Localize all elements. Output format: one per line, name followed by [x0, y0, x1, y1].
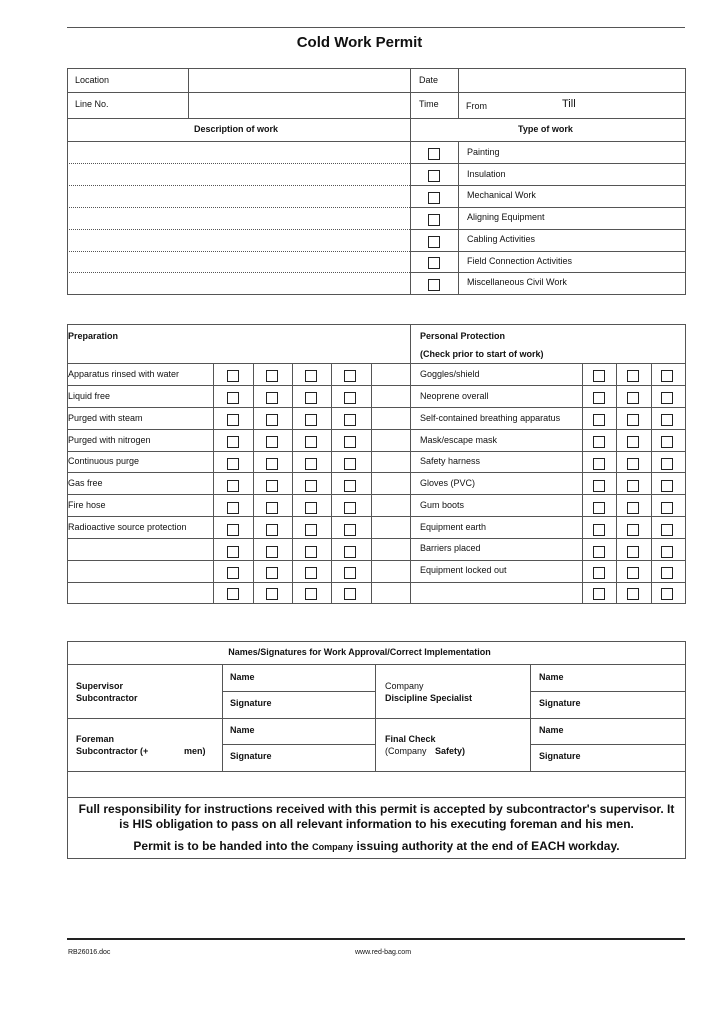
preparation-checkbox[interactable] [266, 567, 278, 579]
description-header: Description of work [194, 124, 279, 134]
foreman-name-label: Name [230, 725, 255, 735]
preparation-checkbox[interactable] [305, 502, 317, 514]
type-of-work-header: Type of work [518, 124, 573, 134]
protection-checkbox[interactable] [593, 458, 605, 470]
work-type-aligning-equipment: Aligning Equipment [467, 212, 545, 222]
protection-checkbox[interactable] [661, 414, 673, 426]
protection-item: Gum boots [420, 500, 465, 510]
final-check-label: Final Check [385, 734, 436, 744]
protection-checkbox[interactable] [593, 414, 605, 426]
notice-line-2: is HIS obligation to pass on all relevant information to his executing foreman and his men. [119, 817, 634, 831]
final-check-safety-label: Safety) [435, 746, 466, 756]
protection-item: Neoprene overall [420, 391, 489, 401]
preparation-checkbox[interactable] [227, 546, 239, 558]
preparation-checkbox[interactable] [266, 502, 278, 514]
preparation-checkbox[interactable] [266, 392, 278, 404]
protection-checkbox[interactable] [627, 588, 639, 600]
work-type-insulation: Insulation [467, 169, 506, 179]
notice-line-3 [68, 838, 685, 855]
preparation-checkbox[interactable] [227, 414, 239, 426]
preparation-checkbox[interactable] [227, 480, 239, 492]
protection-checkbox[interactable] [627, 392, 639, 404]
protection-checkbox[interactable] [593, 546, 605, 558]
preparation-checkbox[interactable] [344, 370, 356, 382]
preparation-checkbox[interactable] [305, 546, 317, 558]
preparation-checkbox[interactable] [344, 392, 356, 404]
protection-checkbox[interactable] [593, 392, 605, 404]
preparation-checkbox[interactable] [227, 392, 239, 404]
protection-checkbox[interactable] [627, 458, 639, 470]
preparation-checkbox[interactable] [227, 370, 239, 382]
preparation-item: Fire hose [68, 500, 106, 510]
preparation-header: Preparation [68, 331, 119, 341]
preparation-checkbox[interactable] [344, 436, 356, 448]
preparation-checkbox[interactable] [344, 502, 356, 514]
preparation-checkbox[interactable] [344, 567, 356, 579]
date-label: Date [419, 75, 439, 85]
preparation-checkbox[interactable] [305, 392, 317, 404]
notice-line-3-end: issuing authority at the end of EACH workday. [356, 839, 620, 853]
preparation-checkbox[interactable] [227, 458, 239, 470]
protection-item: Gloves (PVC) [420, 478, 476, 488]
protection-checkbox[interactable] [593, 588, 605, 600]
preparation-checkbox[interactable] [227, 524, 239, 536]
company-label: Company [385, 681, 424, 691]
supervisor-label: Supervisor [76, 681, 124, 691]
time-label: Time [419, 99, 439, 109]
work-type-cabling-activities: Cabling Activities [467, 234, 536, 244]
protection-checkbox[interactable] [661, 436, 673, 448]
protection-item: Goggles/shield [420, 369, 480, 379]
from-label: From [466, 101, 487, 111]
protection-checkbox[interactable] [661, 480, 673, 492]
preparation-item: Purged with nitrogen [68, 435, 151, 445]
preparation-checkbox[interactable] [266, 370, 278, 382]
line-no-field[interactable] [190, 94, 408, 117]
protection-checkbox[interactable] [661, 524, 673, 536]
foreman-men-label: men) [184, 746, 206, 756]
protection-item: Self-contained breathing apparatus [420, 413, 561, 423]
supervisor-name-label: Name [230, 672, 255, 682]
work-type-misc-civil-work: Miscellaneous Civil Work [467, 277, 567, 287]
protection-item: Barriers placed [420, 543, 481, 553]
preparation-checkbox[interactable] [266, 436, 278, 448]
protection-item: Equipment locked out [420, 565, 507, 575]
preparation-checkbox[interactable] [305, 480, 317, 492]
protection-checkbox[interactable] [661, 567, 673, 579]
protection-checkbox[interactable] [627, 567, 639, 579]
protection-checkbox[interactable] [661, 392, 673, 404]
description-of-work-field[interactable] [69, 143, 408, 293]
till-label: Till [562, 98, 576, 110]
preparation-checkbox[interactable] [305, 567, 317, 579]
page-title: Cold Work Permit [296, 34, 423, 51]
date-field[interactable] [460, 70, 684, 91]
notice-line-3-start: Permit is to be handed into the [133, 839, 309, 853]
preparation-checkbox[interactable] [305, 458, 317, 470]
notice-company: Company [312, 842, 354, 852]
preparation-checkbox[interactable] [227, 436, 239, 448]
top-rule [67, 27, 685, 28]
protection-checkbox[interactable] [627, 480, 639, 492]
supervisor-signature-label: Signature [230, 698, 272, 708]
protection-checkbox[interactable] [661, 588, 673, 600]
checkbox-field-connection[interactable] [428, 257, 440, 269]
preparation-item: Liquid free [68, 391, 111, 401]
location-field[interactable] [190, 70, 408, 91]
preparation-checkbox[interactable] [266, 414, 278, 426]
preparation-checkbox[interactable] [344, 546, 356, 558]
preparation-checkbox[interactable] [266, 524, 278, 536]
bottom-rule [67, 938, 685, 940]
protection-checkbox[interactable] [593, 436, 605, 448]
work-type-mechanical-work: Mechanical Work [467, 190, 536, 200]
work-type-painting: Painting [467, 147, 500, 157]
preparation-checkbox[interactable] [344, 480, 356, 492]
protection-checkbox[interactable] [593, 502, 605, 514]
preparation-checkbox[interactable] [305, 436, 317, 448]
checkbox-misc-civil-work[interactable] [428, 279, 440, 291]
preparation-item: Continuous purge [68, 456, 140, 466]
protection-checkbox[interactable] [593, 370, 605, 382]
protection-checkbox[interactable] [627, 546, 639, 558]
preparation-checkbox[interactable] [305, 588, 317, 600]
preparation-item: Radioactive source protection [68, 522, 187, 532]
checkbox-aligning-equipment[interactable] [428, 214, 440, 226]
protection-checkbox[interactable] [593, 524, 605, 536]
foreman-signature-label: Signature [230, 751, 272, 761]
protection-item: Mask/escape mask [420, 435, 498, 445]
foreman-label: Foreman [76, 734, 115, 744]
preparation-item: Purged with steam [68, 413, 143, 423]
protection-checkbox[interactable] [661, 370, 673, 382]
protection-header: Personal Protection [420, 331, 506, 341]
checkbox-cabling-activities[interactable] [428, 236, 440, 248]
preparation-checkbox[interactable] [266, 480, 278, 492]
checkbox-painting[interactable] [428, 148, 440, 160]
preparation-checkbox[interactable] [227, 588, 239, 600]
protection-checkbox[interactable] [593, 480, 605, 492]
specialist-name-label: Name [539, 672, 564, 682]
preparation-checkbox[interactable] [305, 370, 317, 382]
protection-checkbox[interactable] [661, 502, 673, 514]
signatures-header: Names/Signatures for Work Approval/Correct Implementation [228, 647, 491, 657]
line-no-label: Line No. [75, 99, 109, 109]
checkbox-insulation[interactable] [428, 170, 440, 182]
preparation-checkbox[interactable] [227, 567, 239, 579]
notice-line-1: Full responsibility for instructions received with this permit is accepted by subcontractor's supervisor. It [78, 802, 675, 816]
preparation-checkbox[interactable] [305, 414, 317, 426]
protection-checkbox[interactable] [661, 546, 673, 558]
preparation-item: Gas free [68, 478, 103, 488]
protection-item: Safety harness [420, 456, 481, 466]
protection-checkbox[interactable] [627, 414, 639, 426]
final-check-company-label: (Company [385, 746, 427, 756]
preparation-checkbox[interactable] [266, 588, 278, 600]
work-type-field-connection: Field Connection Activities [467, 256, 573, 266]
doc-reference: RB26016.doc [68, 949, 111, 956]
location-label: Location [75, 75, 110, 85]
preparation-item: Apparatus rinsed with water [68, 369, 180, 379]
protection-checkbox[interactable] [593, 567, 605, 579]
protection-checkbox[interactable] [627, 370, 639, 382]
foreman-sub-label: Subcontractor (+ [76, 746, 149, 756]
protection-checkbox[interactable] [627, 502, 639, 514]
preparation-checkbox[interactable] [344, 524, 356, 536]
preparation-checkbox[interactable] [344, 588, 356, 600]
protection-checkbox[interactable] [627, 436, 639, 448]
protection-checkbox[interactable] [627, 524, 639, 536]
preparation-checkbox[interactable] [305, 524, 317, 536]
final-name-label: Name [539, 725, 564, 735]
specialist-signature-label: Signature [539, 698, 581, 708]
protection-subheader: (Check prior to start of work) [420, 349, 544, 359]
preparation-checkbox[interactable] [344, 458, 356, 470]
protection-checkbox[interactable] [661, 458, 673, 470]
protection-item: Equipment earth [420, 522, 487, 532]
discipline-specialist-label: Discipline Specialist [385, 693, 473, 703]
checkbox-mechanical-work[interactable] [428, 192, 440, 204]
final-signature-label: Signature [539, 751, 581, 761]
website: www.red-bag.com [355, 949, 412, 956]
preparation-checkbox[interactable] [344, 414, 356, 426]
preparation-checkbox[interactable] [266, 546, 278, 558]
preparation-checkbox[interactable] [227, 502, 239, 514]
preparation-checkbox[interactable] [266, 458, 278, 470]
supervisor-sub-label: Subcontractor [76, 693, 138, 703]
